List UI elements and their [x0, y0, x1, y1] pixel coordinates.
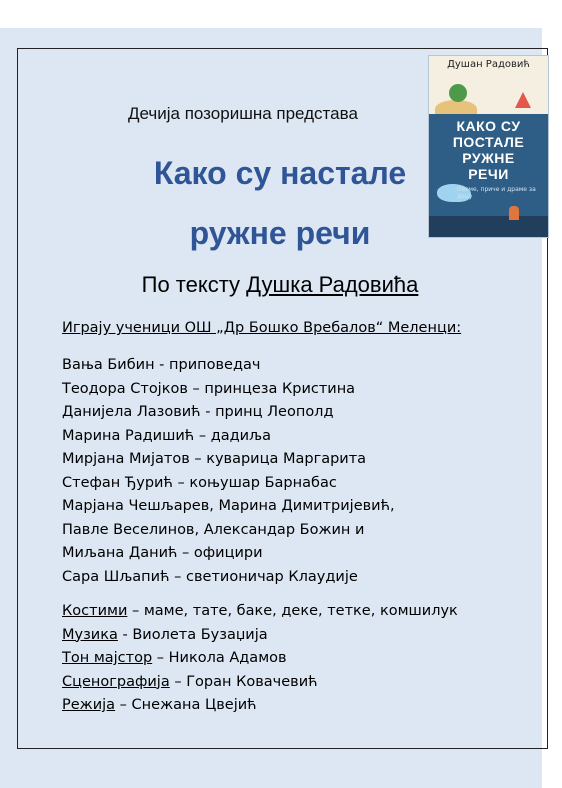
crew-item: [62, 671, 458, 695]
crew-value: Виолета Бузаџија: [132, 626, 268, 643]
play-title-line-2: ружне речи: [189, 215, 371, 251]
cast-lead: Играју ученици ОШ „Др Бошко Вребалов“ Меленци:: [62, 320, 462, 336]
cast-item: Данијела Лазовић - принц Леополд: [62, 404, 334, 420]
crew-item: [62, 647, 458, 671]
top-margin: [0, 0, 562, 28]
byline-author: Душка Радовића: [246, 272, 419, 297]
cast-item: Мирјана Мијатов – куварица Маргарита: [62, 451, 367, 467]
cast-item: Сара Шљапић – светионичар Клаудије: [62, 568, 358, 585]
cast-item: Теодора Стојков – принцеза Кристина: [62, 380, 356, 397]
intro-text: Дечија позоришна представа: [128, 104, 358, 123]
crew-role: Тон мајстор: [62, 650, 153, 666]
cast-item: Марина Радишић – дадиља: [62, 427, 272, 444]
crew-role: Костими: [62, 603, 128, 619]
crew-item: [62, 624, 458, 648]
crew-role: Режија: [62, 697, 116, 713]
byline: [20, 272, 540, 298]
sailboat-icon: [515, 92, 531, 108]
crew-sep: -: [117, 626, 133, 643]
crew-role: Музика: [62, 626, 118, 643]
cover-title-line: РЕЧИ: [468, 166, 509, 182]
cast-item: Марјана Чешљарев, Марина Димитријевић,: [62, 498, 395, 514]
cover-subtitle: Песме, приче и драме за децу: [457, 186, 536, 200]
crew-value: Горан Ковачевић: [186, 673, 318, 690]
cast-item: Стефан Ђурић – коњушар Барнабас: [62, 474, 337, 491]
crew-value: Никола Адамов: [168, 650, 287, 666]
cast-item: Миљана Данић – официри: [62, 545, 263, 561]
crew-value: маме, тате, баке, деке, тетке, комшилук: [143, 603, 458, 619]
cast-item: Павле Веселинов, Александар Божин и: [62, 521, 365, 538]
cover-title-line: РУЖНЕ: [462, 150, 515, 166]
book-cover-image: [428, 55, 549, 238]
cover-title-line: КАКО СУ: [456, 118, 521, 134]
crew-list: [62, 600, 458, 718]
cast-list: [62, 354, 395, 589]
crew-role: Сценографија: [62, 673, 170, 690]
byline-prefix: По тексту: [141, 272, 247, 297]
play-title-line-1: Како су настале: [153, 155, 407, 191]
cover-title-line: ПОСТАЛЕ: [452, 134, 525, 150]
palm-tree-icon: [449, 84, 467, 102]
crew-item: [62, 694, 458, 718]
crew-sep: –: [115, 697, 132, 713]
crew-item: [62, 600, 458, 624]
crew-sep: –: [169, 673, 187, 690]
crew-value: Снежана Цвејић: [131, 697, 257, 713]
crew-sep: –: [152, 650, 169, 666]
cast-item: Вања Бибин - приповедач: [62, 357, 261, 373]
crew-sep: –: [127, 603, 144, 619]
cover-author: Душан Радовић: [447, 59, 530, 70]
